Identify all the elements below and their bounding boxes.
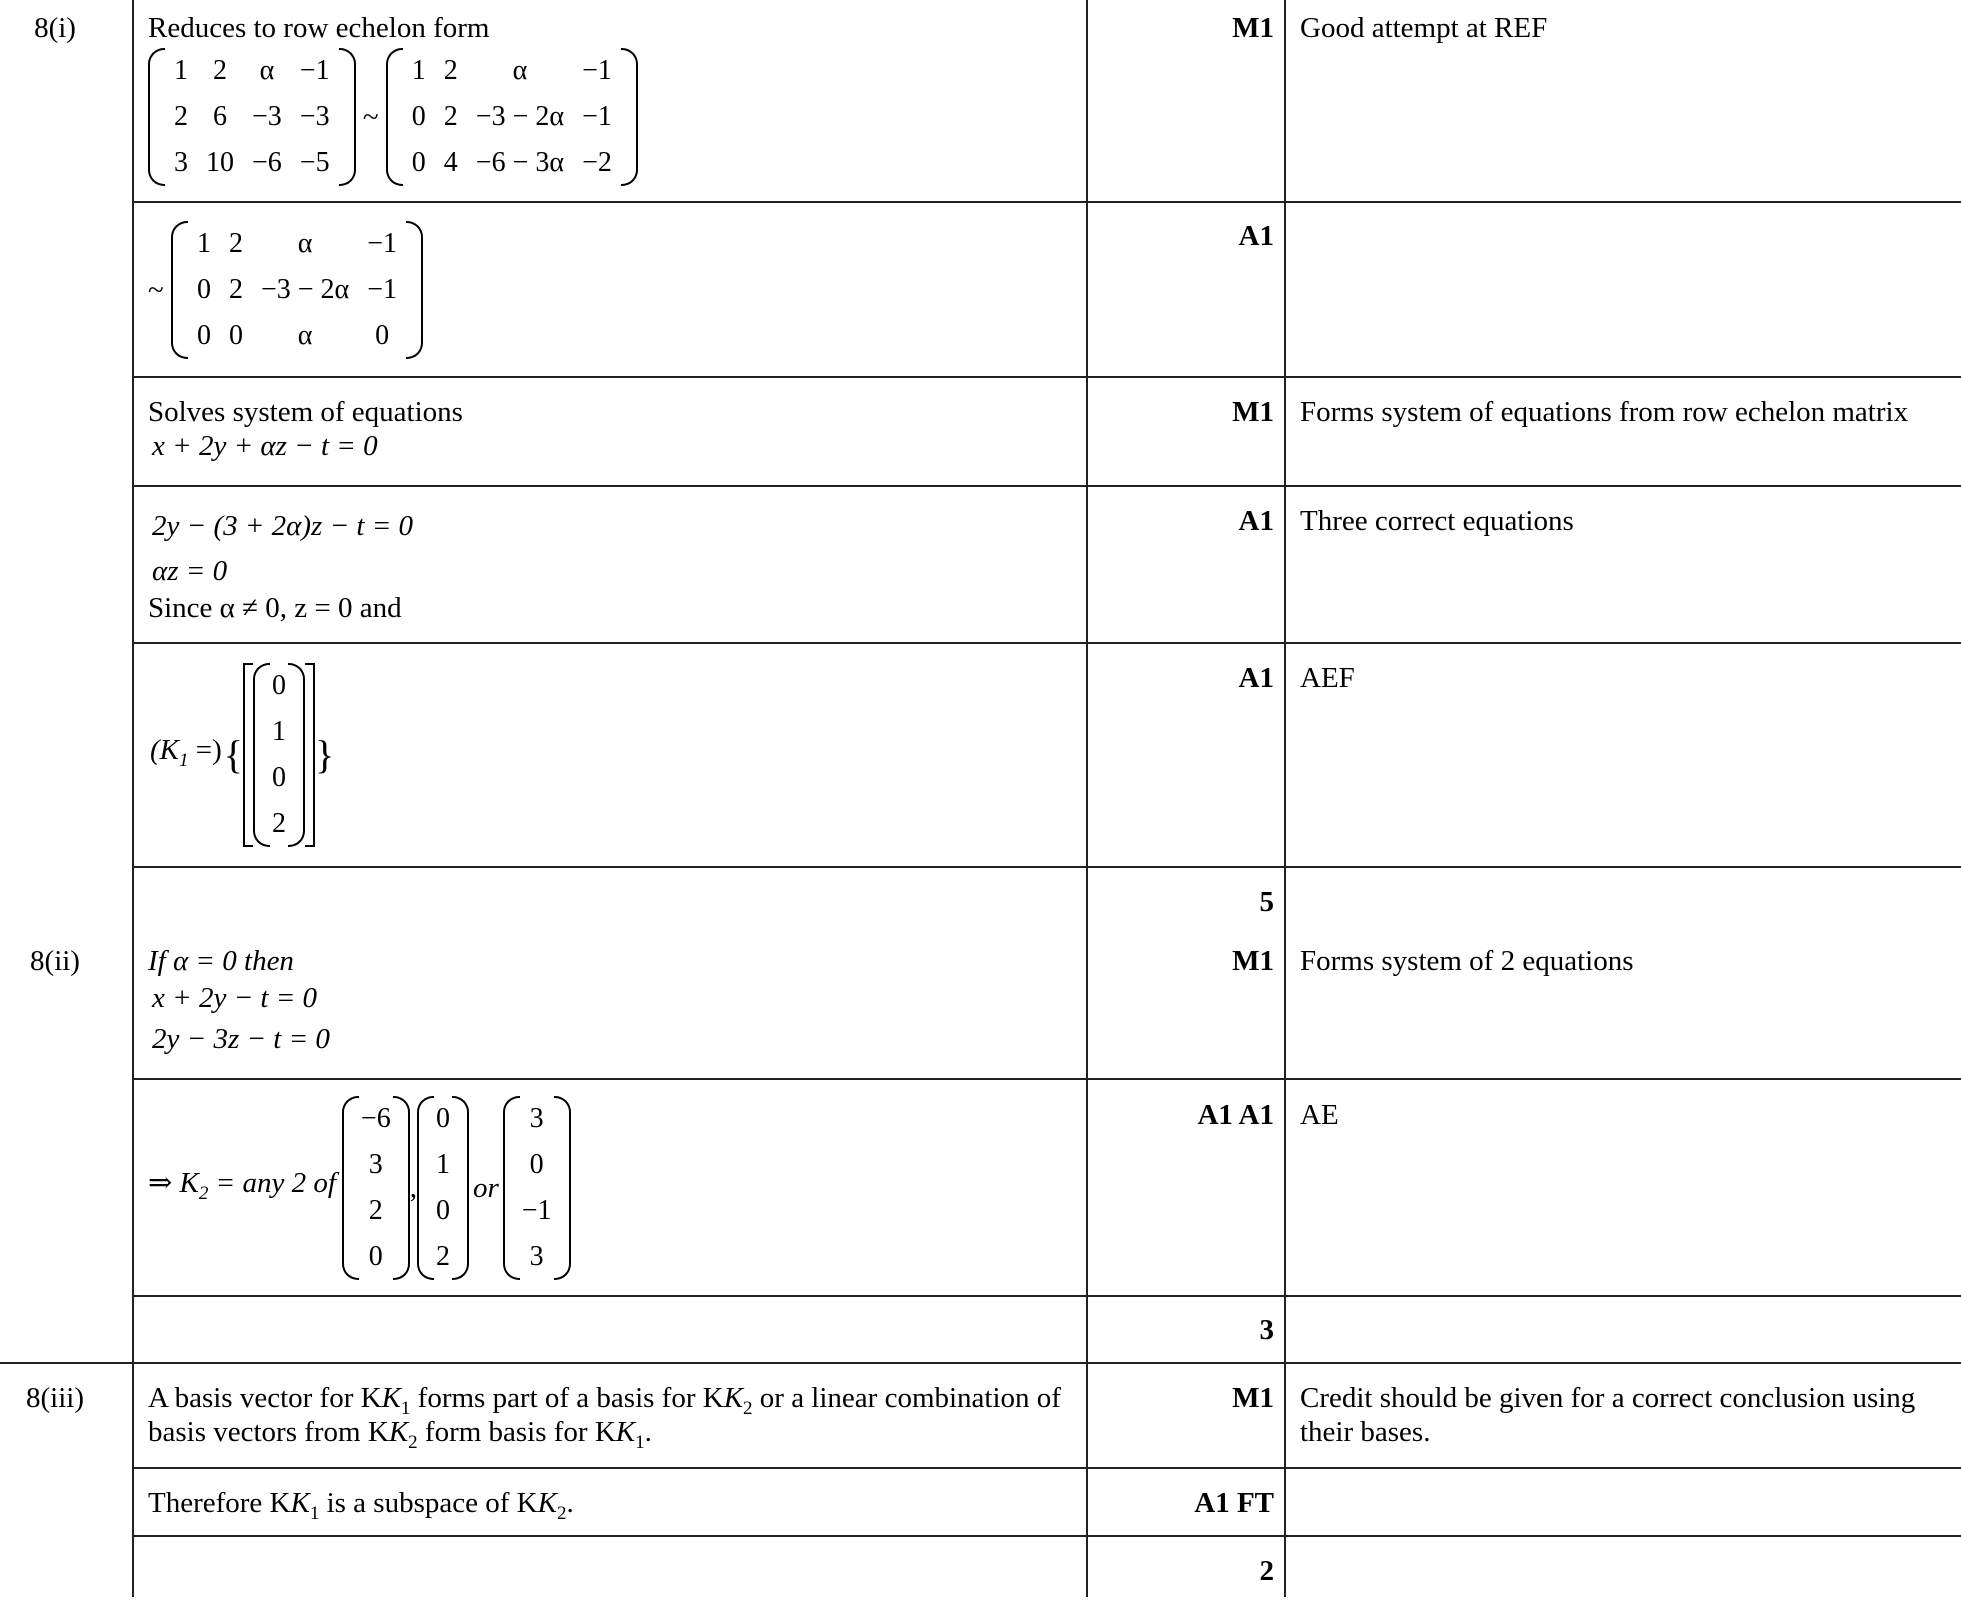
vector-entry: 3 xyxy=(529,1103,544,1134)
matrix-cell: 0 xyxy=(228,320,243,351)
row-divider xyxy=(132,1078,1961,1080)
matrix-cell: α xyxy=(512,55,528,86)
column-divider-question xyxy=(132,0,134,1597)
column-divider-marks xyxy=(1284,0,1286,1597)
matrix-cell: 2 xyxy=(443,55,458,86)
guidance-text: Forms system of 2 equations xyxy=(1300,945,1634,977)
or-word: or xyxy=(472,1172,499,1204)
matrix-row xyxy=(403,94,621,140)
vector-row xyxy=(359,1096,393,1142)
kernel-label-end: =) xyxy=(188,733,222,766)
matrix-cell: 2 xyxy=(174,101,188,132)
guidance-text: their bases. xyxy=(1300,1416,1431,1448)
kernel-k2-prefix xyxy=(148,1165,336,1212)
equivalence-tilde: ~ xyxy=(362,101,379,133)
row-divider xyxy=(132,1467,1961,1469)
text-sub: 2 xyxy=(556,1502,567,1524)
text-sub: 1 xyxy=(400,1397,411,1419)
text-part: Therefore K xyxy=(148,1487,291,1519)
text-part: K xyxy=(723,1382,744,1414)
kernel-label xyxy=(150,732,222,779)
guidance-text: Good attempt at REF xyxy=(1300,12,1548,44)
matrix-cell: 0 xyxy=(411,101,426,132)
matrix-original xyxy=(148,48,356,186)
answer-text: Solves system of equations xyxy=(148,396,463,428)
brace-right: } xyxy=(314,732,335,777)
matrix-row xyxy=(403,48,621,94)
vector-entry: 1 xyxy=(271,716,286,747)
row-divider xyxy=(132,1295,1961,1297)
mark-code: A1 xyxy=(1238,505,1274,537)
row-divider xyxy=(132,642,1961,644)
equivalence-tilde: ~ xyxy=(148,274,164,306)
vector-row xyxy=(359,1142,393,1188)
kernel-label-text: (K xyxy=(150,733,179,766)
text-part: forms part of a basis for K xyxy=(410,1382,724,1414)
guidance-text: AEF xyxy=(1300,662,1355,694)
mark-total: 2 xyxy=(1259,1555,1274,1587)
equation: x + 2y + αz − t = 0 xyxy=(152,430,378,462)
vector-row xyxy=(434,1096,452,1142)
vector-entry: 0 xyxy=(271,670,286,701)
brace-left: { xyxy=(223,732,243,777)
vector-entry: 2 xyxy=(271,808,286,839)
answer-text xyxy=(148,1485,574,1532)
kernel-vector xyxy=(253,663,305,847)
mark-total: 3 xyxy=(1259,1314,1274,1346)
equation: αz = 0 xyxy=(152,555,228,587)
matrix-cell: −3 − 2α xyxy=(475,101,565,132)
answer-text: Reduces to row echelon form xyxy=(148,12,490,44)
answer-text xyxy=(148,1414,652,1461)
matrix-row-echelon xyxy=(171,221,423,359)
vector-entry: 1 xyxy=(435,1149,450,1180)
vector-row xyxy=(359,1234,393,1280)
equation: 2y − 3z − t = 0 xyxy=(152,1023,330,1055)
vector-entry: 0 xyxy=(529,1149,544,1180)
matrix-cell: −6 − 3α xyxy=(475,147,565,178)
matrix-cell: 0 xyxy=(411,147,426,178)
matrix-row xyxy=(165,140,339,186)
basis-vector-1 xyxy=(342,1096,410,1280)
equation: 2y − (3 + 2α)z − t = 0 xyxy=(152,510,414,542)
text-sub: 2 xyxy=(743,1397,753,1419)
reduction-final xyxy=(148,221,423,359)
vector-entry: 3 xyxy=(368,1149,383,1180)
vector-entry: −1 xyxy=(521,1195,552,1226)
mark-code: M1 xyxy=(1232,945,1274,977)
matrix-cell: −5 xyxy=(299,147,330,178)
matrix-cell: −1 xyxy=(367,274,398,305)
vector-entry: 2 xyxy=(368,1195,383,1226)
matrix-cell: 1 xyxy=(196,228,211,259)
vector-entry: 3 xyxy=(529,1241,544,1272)
row-divider xyxy=(132,1535,1961,1537)
row-divider xyxy=(132,376,1961,378)
matrix-cell: 10 xyxy=(206,147,234,178)
matrix-cell: 1 xyxy=(174,55,188,86)
vector-row xyxy=(520,1188,554,1234)
question-number: 8(iii) xyxy=(26,1382,84,1414)
matrix-cell: 1 xyxy=(411,55,426,86)
matrix-row xyxy=(165,48,339,94)
text-part: K xyxy=(381,1382,401,1414)
matrix-cell: 2 xyxy=(213,55,227,86)
matrix-cell: −2 xyxy=(582,147,612,178)
matrix-cell: −3 xyxy=(252,101,282,132)
text-sub: 2 xyxy=(408,1431,418,1453)
text-sub: 1 xyxy=(635,1431,645,1453)
vector-row xyxy=(434,1188,452,1234)
matrix-row xyxy=(165,94,339,140)
text-part: or a linear combination of xyxy=(752,1382,1061,1414)
prefix-text: ⇒ K xyxy=(148,1166,199,1199)
section-divider xyxy=(0,1362,1961,1364)
guidance-text: Credit should be given for a correct conclusion using xyxy=(1300,1382,1916,1414)
kernel-k1 xyxy=(150,664,334,846)
mark-code: A1 FT xyxy=(1194,1487,1274,1519)
prefix-end: = any 2 of xyxy=(208,1166,336,1199)
mark-code: M1 xyxy=(1232,12,1274,44)
vector-entry: 0 xyxy=(368,1241,383,1272)
matrix-row xyxy=(188,221,406,267)
vector-entry: 0 xyxy=(435,1195,450,1226)
matrix-cell: −1 xyxy=(582,101,612,132)
matrix-cell: 0 xyxy=(375,320,390,351)
basis-vector-2 xyxy=(417,1096,469,1280)
row-divider xyxy=(132,866,1961,868)
matrix-cell: 4 xyxy=(443,147,458,178)
text-sub: 1 xyxy=(309,1502,320,1524)
row-divider xyxy=(132,201,1961,203)
mark-total: 5 xyxy=(1259,886,1274,918)
matrix-cell: 2 xyxy=(228,228,243,259)
comma: , xyxy=(409,1172,417,1204)
text-part: K xyxy=(537,1487,557,1519)
matrix-cell: α xyxy=(297,228,313,259)
vector-row xyxy=(434,1142,452,1188)
vector-row xyxy=(520,1142,554,1188)
text-part: is a subspace of K xyxy=(319,1487,538,1519)
vector-row xyxy=(520,1096,554,1142)
kernel-label-sub: 1 xyxy=(179,749,189,771)
equation: x + 2y − t = 0 xyxy=(152,982,318,1014)
prefix-sub: 2 xyxy=(198,1182,209,1204)
text-part: . xyxy=(644,1416,652,1448)
matrix-row xyxy=(188,313,406,359)
text-part: K xyxy=(388,1416,409,1448)
matrix-cell: −3 − 2α xyxy=(260,274,350,305)
text-part: . xyxy=(566,1487,574,1519)
text-part: form basis for K xyxy=(417,1416,616,1448)
vector-row xyxy=(270,663,288,709)
vector-row xyxy=(359,1188,393,1234)
text-part: K xyxy=(615,1416,636,1448)
text-part: basis vectors from K xyxy=(148,1416,389,1448)
vector-entry: 0 xyxy=(271,762,286,793)
matrix-cell: α xyxy=(297,320,313,351)
matrix-cell: α xyxy=(259,55,275,86)
guidance-text: AE xyxy=(1300,1099,1339,1131)
text-part: A basis vector for K xyxy=(148,1382,382,1414)
vector-entry: −6 xyxy=(360,1103,391,1134)
text-part: K xyxy=(290,1487,310,1519)
matrix-cell: −1 xyxy=(299,55,330,86)
row-divider xyxy=(132,485,1961,487)
answer-text: Since α ≠ 0, z = 0 and xyxy=(148,592,402,624)
mark-code: M1 xyxy=(1232,1382,1274,1414)
guidance-text: Three correct equations xyxy=(1300,505,1574,537)
mark-code: A1 A1 xyxy=(1197,1099,1274,1131)
matrix-cell: −1 xyxy=(582,55,612,86)
matrix-cell: 6 xyxy=(213,101,227,132)
matrix-cell: −6 xyxy=(252,147,282,178)
reduction-matrices xyxy=(148,48,638,186)
matrix-cell: −3 xyxy=(299,101,330,132)
set-bracket xyxy=(243,663,315,847)
mark-code: A1 xyxy=(1238,220,1274,252)
vector-row xyxy=(434,1234,452,1280)
matrix-cell: 0 xyxy=(196,320,211,351)
question-number: 8(ii) xyxy=(30,945,80,977)
vector-row xyxy=(520,1234,554,1280)
equation: If α = 0 then xyxy=(148,945,294,977)
matrix-cell: −1 xyxy=(367,228,398,259)
matrix-cell: 2 xyxy=(443,101,458,132)
guidance-text: Forms system of equations from row echelon matrix xyxy=(1300,396,1909,428)
vector-row xyxy=(270,801,288,847)
matrix-step1 xyxy=(386,48,638,186)
vector-row xyxy=(270,709,288,755)
mark-code: A1 xyxy=(1238,662,1274,694)
matrix-cell: 3 xyxy=(174,147,188,178)
mark-code: M1 xyxy=(1232,396,1274,428)
matrix-row xyxy=(403,140,621,186)
matrix-row xyxy=(188,267,406,313)
vector-entry: 2 xyxy=(435,1241,450,1272)
vector-entry: 0 xyxy=(435,1103,450,1134)
matrix-cell: 0 xyxy=(196,274,211,305)
matrix-cell: 2 xyxy=(228,274,243,305)
question-number: 8(i) xyxy=(34,12,76,44)
kernel-k2 xyxy=(148,1098,571,1278)
vector-row xyxy=(270,755,288,801)
basis-vector-3 xyxy=(503,1096,571,1280)
